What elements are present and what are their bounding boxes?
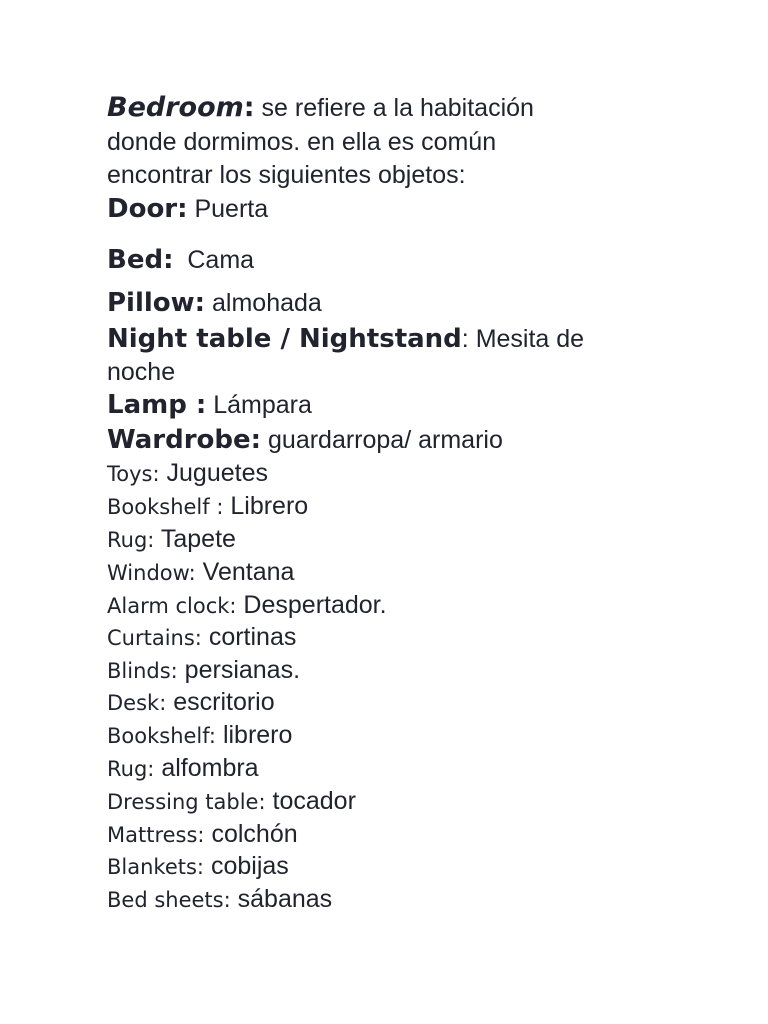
vocab-definition: librero [216, 721, 293, 749]
vocab-entry-bed-sheets [107, 885, 332, 914]
vocab-term: Bed: [107, 245, 174, 275]
vocab-term: Door: [107, 194, 188, 224]
vocab-entry-pillow [107, 288, 322, 318]
vocab-definition-continued: noche [107, 358, 176, 386]
vocab-entry-bookshelf-2 [107, 721, 292, 750]
intro-term: Bedroom [107, 92, 244, 123]
intro-line-2: donde dormimos. en ella es común [107, 127, 497, 156]
vocab-entry-night-table [107, 323, 584, 389]
vocab-entry-lamp [107, 390, 312, 420]
intro-line-3: encontrar los siguientes objetos: [107, 161, 466, 189]
intro-paragraph [107, 91, 534, 193]
vocab-definition: tocador [265, 787, 356, 815]
intro-line-1 [107, 91, 534, 126]
vocab-definition: cortinas [201, 623, 297, 651]
vocab-term: Lamp : [107, 390, 207, 420]
vocab-entry-curtains [107, 623, 296, 652]
vocab-definition: persianas. [177, 656, 301, 684]
vocab-entry-bookshelf [107, 492, 308, 521]
vocab-term: Toys: [107, 462, 160, 486]
vocab-term: Wardrobe: [107, 425, 262, 455]
vocab-term: Bed sheets: [107, 888, 231, 912]
intro-definition-1: se refiere a la habitación [254, 94, 534, 122]
vocab-term: Bookshelf : [107, 495, 224, 519]
vocab-term: Dressing table: [107, 790, 266, 814]
vocab-definition: Puerta [187, 195, 269, 223]
vocab-entry-alarm-clock [107, 591, 387, 620]
vocab-entry-blinds [107, 656, 300, 685]
vocab-entry-toys [107, 459, 268, 488]
vocab-definition: Tapete [154, 525, 236, 553]
vocab-definition: Ventana [195, 558, 295, 586]
vocab-entry-door [107, 194, 268, 224]
vocab-term: Rug: [107, 757, 155, 781]
vocab-definition: Librero [223, 492, 309, 520]
vocab-definition: alfombra [154, 754, 259, 782]
vocab-definition: : Mesita de [461, 325, 585, 353]
vocab-entry-wardrobe [107, 425, 503, 455]
vocab-entry-bed [107, 245, 254, 275]
vocab-definition: Despertador. [236, 591, 387, 619]
vocab-term: Blinds: [107, 659, 178, 683]
vocab-definition: Cama [173, 246, 255, 274]
vocab-definition: guardarropa/ armario [261, 426, 503, 454]
intro-colon: : [243, 92, 255, 123]
vocab-entry-rug [107, 525, 236, 554]
vocab-entry-blankets [107, 852, 289, 881]
vocab-entry-rug-2 [107, 754, 259, 783]
vocab-definition: cobijas [204, 852, 289, 880]
vocab-term: Alarm clock: [107, 594, 237, 618]
vocab-entry-window [107, 558, 294, 587]
vocab-term: Rug: [107, 528, 155, 552]
vocab-entry-mattress [107, 820, 298, 849]
vocab-definition: Lámpara [206, 391, 312, 419]
vocab-term: Bookshelf: [107, 724, 216, 748]
vocab-entry-dressing-table [107, 787, 356, 816]
vocab-definition: escritorio [166, 688, 275, 716]
vocab-term: Desk: [107, 691, 167, 715]
vocab-entry-desk [107, 688, 275, 717]
vocab-definition: colchón [204, 820, 298, 848]
vocab-term: Mattress: [107, 823, 205, 847]
vocab-definition: sábanas [230, 885, 333, 913]
vocab-definition: Juguetes [159, 459, 268, 487]
vocab-term: Window: [107, 561, 196, 585]
vocab-term: Night table / Nightstand [107, 324, 462, 354]
vocab-term: Curtains: [107, 626, 202, 650]
vocab-definition: almohada [205, 289, 322, 317]
vocab-term: Pillow: [107, 288, 206, 318]
vocab-term: Blankets: [107, 855, 205, 879]
